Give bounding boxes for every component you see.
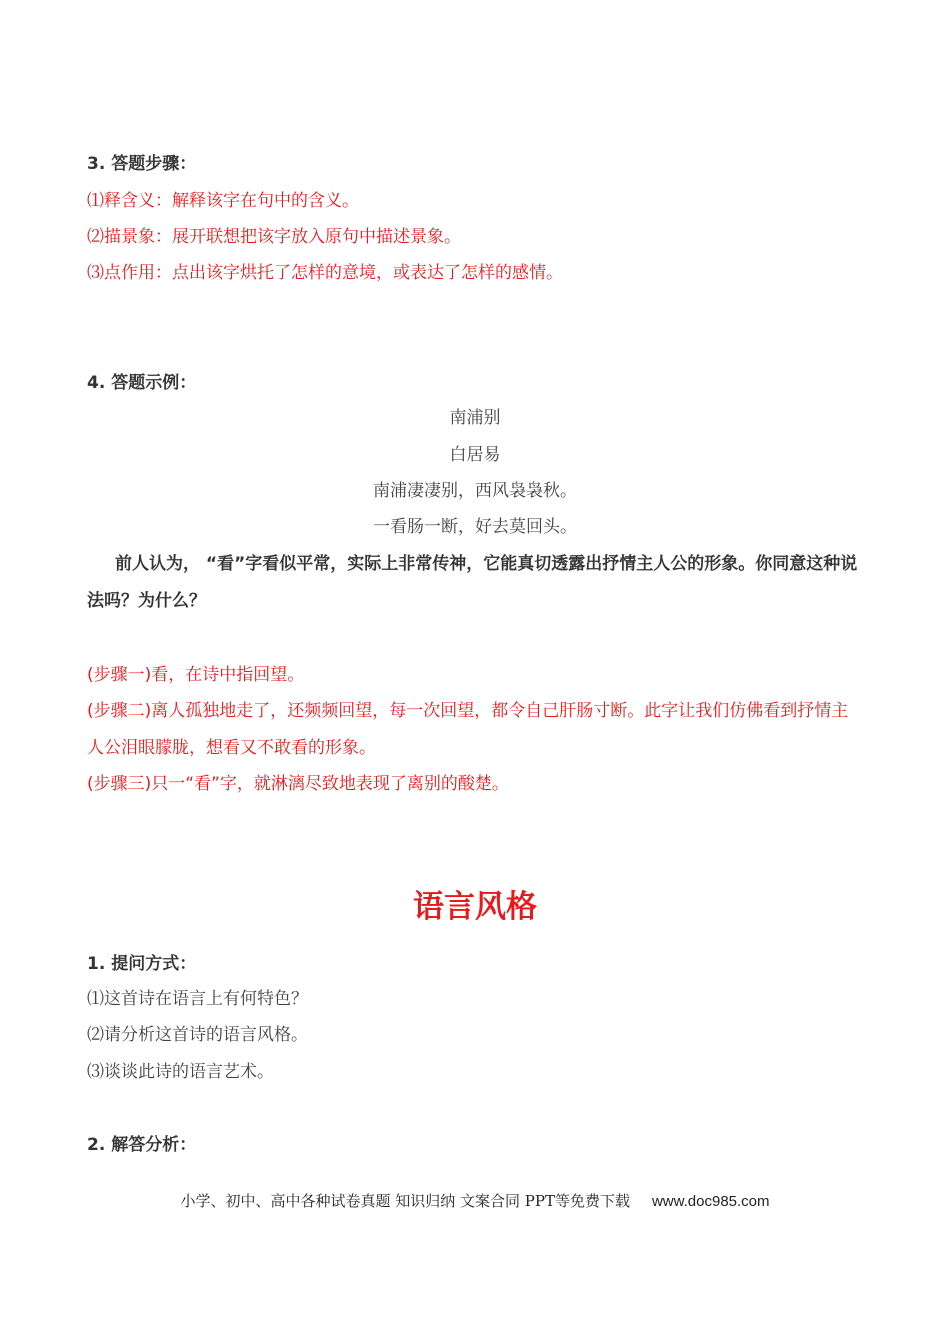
footer xyxy=(0,1190,950,1213)
poem-line-2: 一看肠一断，好去莫回头。 xyxy=(373,517,577,537)
poem-title: 南浦别 xyxy=(449,408,501,428)
example-question: 前人认为， “看”字看似平常，实际上非常传神，它能真切透露出抒情主人公的形象。你同意这种说法吗？为什么？ xyxy=(87,554,858,611)
section-4-title: 4. 答题示例： xyxy=(87,373,197,393)
footer-text: 小学、初中、高中各种试卷真题 知识归纳 文案合同 PPT等免费下载 xyxy=(180,1192,630,1210)
answer-step-1: (步骤一)看，在诗中指回望。 xyxy=(87,665,305,685)
answer-step-3: (步骤三)只一“看”字，就淋漓尽致地表现了离别的酸楚。 xyxy=(87,774,509,794)
poem-author: 白居易 xyxy=(449,445,501,465)
footer-url[interactable]: www.doc985.com xyxy=(651,1193,770,1210)
ask-style-title: 1. 提问方式： xyxy=(87,954,197,974)
step-1: ⑴释含义：解释该字在句中的含义。 xyxy=(87,191,359,211)
section-heading: 语言风格 xyxy=(413,889,537,925)
section-3-title: 3. 答题步骤： xyxy=(87,154,197,174)
step-2: ⑵描景象：展开联想把该字放入原句中描述景象。 xyxy=(87,227,461,247)
step-3: ⑶点作用：点出该字烘托了怎样的意境，或表达了怎样的感情。 xyxy=(87,263,563,283)
ask-question-1: ⑴这首诗在语言上有何特色？ xyxy=(87,989,308,1009)
answer-step-2: (步骤二)离人孤独地走了，还频频回望，每一次回望，都令自己肝肠寸断。此字让我们仿佛看到抒情主人公泪眼朦胧，想看又不敢看的形象。 xyxy=(87,701,849,758)
ask-question-3: ⑶谈谈此诗的语言艺术。 xyxy=(87,1062,274,1082)
poem-line-1: 南浦凄凄别，西风袅袅秋。 xyxy=(373,481,577,501)
analysis-title: 2. 解答分析： xyxy=(87,1135,197,1155)
ask-question-2: ⑵请分析这首诗的语言风格。 xyxy=(87,1025,308,1045)
